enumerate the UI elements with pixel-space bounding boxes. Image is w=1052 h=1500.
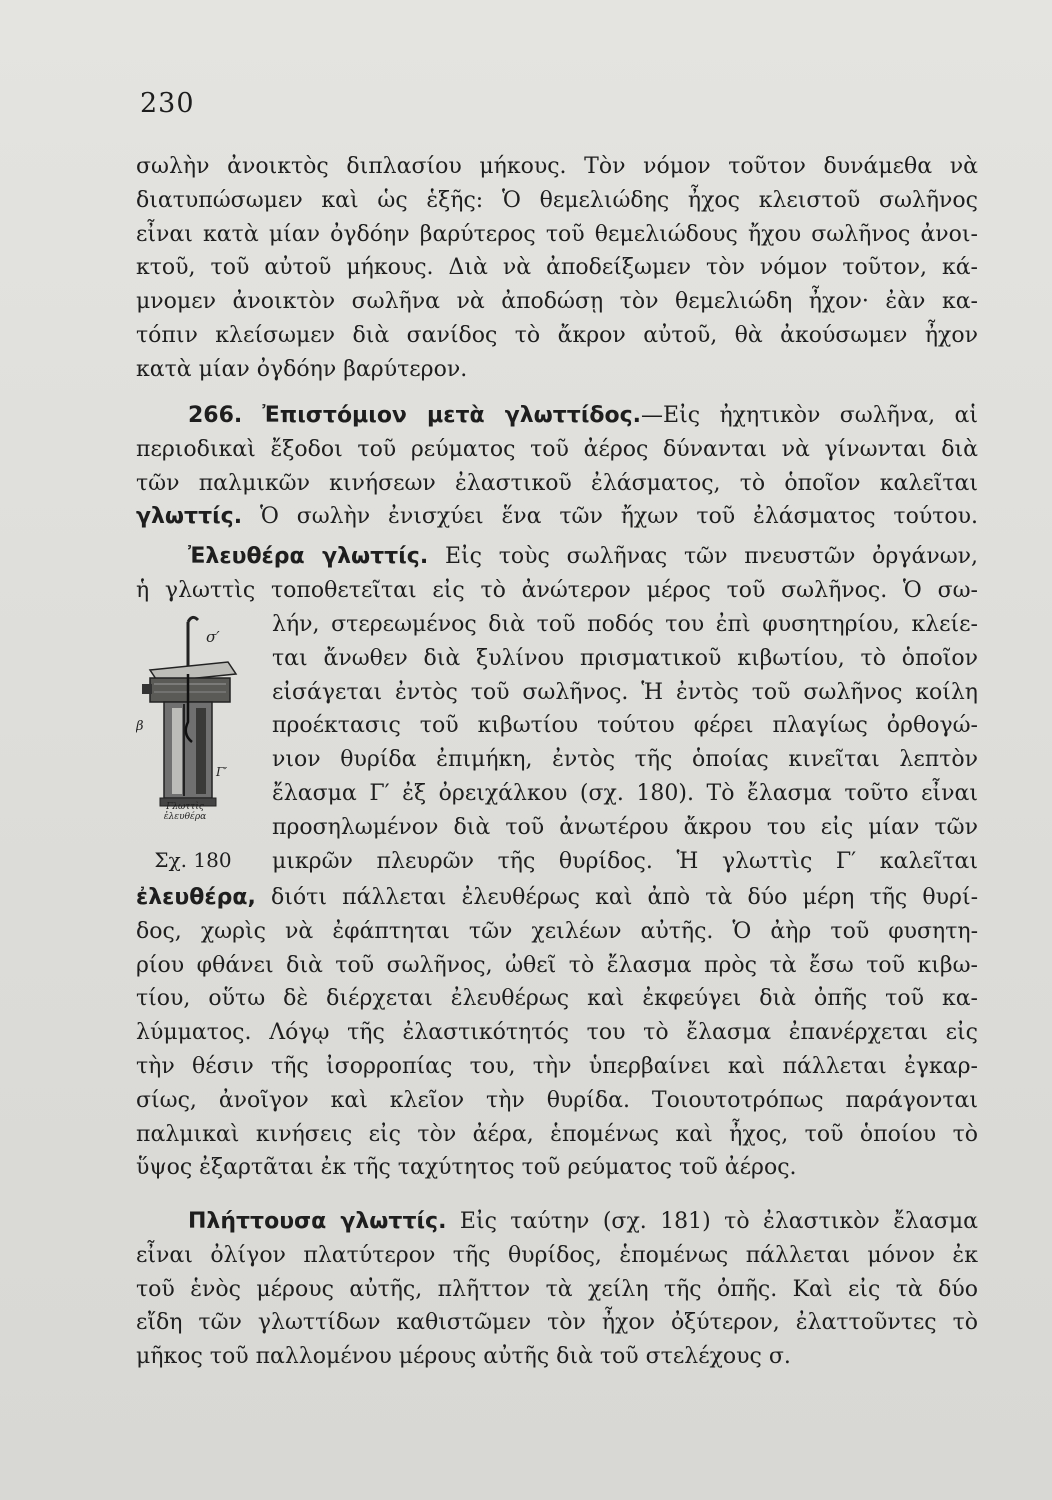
label-sigma: σ′ <box>206 628 220 646</box>
paragraph-1 <box>136 150 978 387</box>
text-line <box>136 1205 978 1239</box>
section-266 <box>136 399 978 534</box>
text-span: Εἰς ταύτην (σχ. 181) τὸ ἐλαστικὸν ἔλασμα <box>446 1209 978 1234</box>
text-line <box>136 500 978 534</box>
text-span: Ὁ σωλὴν ἐνισχύει ἕνα τῶν ἤχων τοῦ ἐλάσματος τούτου. <box>242 504 978 530</box>
text-line: διατυπώσωμεν καὶ ὡς ἑξῆς: Ὁ θεμελιώδης ἦχος κλειστοῦ σωλῆνος <box>136 187 978 213</box>
figure-180 <box>136 612 260 882</box>
figure-inner-label <box>140 802 230 822</box>
free-reed-continuation <box>136 881 978 1185</box>
text-line: μνομεν ἀνοικτὸν σωλῆνα νὰ ἀποδώσῃ τὸν θεμελιώδη ἦχον· ἐὰν κα- <box>136 289 978 315</box>
text-line: εἰσάγεται ἐντὸς τοῦ σωλῆνος. Ἡ ἐντὸς τοῦ σωλῆνος κοίλη <box>272 679 978 705</box>
figure-inner-label-line: Γλωττὶς <box>166 802 204 812</box>
text-line: τὴν θέσιν τῆς ἰσορροπίας του, τὴν ὑπερβαίνει καὶ πάλλεται ἐγκαρ- <box>136 1053 978 1079</box>
text-line: κατὰ μίαν ὀγδόην βαρύτερον. <box>136 356 468 382</box>
term-free: ἐλευθέρα, <box>136 885 256 910</box>
label-beta: β <box>136 719 144 734</box>
text-line: δος, χωρὶς νὰ ἐφάπτηται τῶν χειλέων αὐτῆς. Ὁ ἀὴρ τοῦ φυσητη- <box>136 918 978 944</box>
text-line: τοῦ ἑνὸς μέρους αὐτῆς, πλῆττον τὰ χείλη τῆς ὀπῆς. Καὶ εἰς τὰ δύο <box>136 1276 978 1302</box>
text-line: σίως, ἀνοῖγον καὶ κλεῖον τὴν θυρίδα. Τοιουτοτρόπως παράγονται <box>136 1087 978 1113</box>
text-line: λήν, στερεωμένος διὰ τοῦ ποδός του ἐπὶ φυσητηρίου, κλείε- <box>272 612 978 637</box>
wrapped-text <box>272 608 978 878</box>
text-line: λύμματος. Λόγῳ τῆς ἐλαστικότητός του τὸ ἔλασμα ἐπανέρχεται εἰς <box>136 1020 978 1046</box>
text-line: εἶναι ὀλίγον πλατύτερον τῆς θυρίδος, ἑπομένως πάλλεται μόνον ἐκ <box>136 1242 978 1268</box>
free-reed-line-1 <box>136 540 978 574</box>
term-glottis: γλωττίς. <box>136 504 243 530</box>
beating-reed-paragraph <box>136 1205 978 1374</box>
text-span: —Εἰς ἠχητικὸν σωλῆνα, αἱ <box>641 403 978 428</box>
text-line <box>136 881 978 915</box>
text-line: τόπιν κλείσωμεν διὰ σανίδος τὸ ἄκρον αὐτοῦ, θὰ ἀκούσωμεν ἦχον <box>136 322 978 348</box>
subheading-free-reed: Ἐλευθέρα γλωττίς. <box>188 544 429 569</box>
text-line: ὕψος ἐξαρτᾶται ἐκ τῆς ταχύτητος τοῦ ρεύματος τοῦ ἀέρος. <box>136 1155 797 1181</box>
figure-caption: Σχ. 180 <box>154 848 232 872</box>
text-line: μῆκος τοῦ παλλομένου μέρους αὐτῆς διὰ τοῦ στελέχους σ. <box>136 1344 791 1370</box>
text-line: παλμικαὶ κινήσεις εἰς τὸν ἀέρα, ἑπομένως καὶ ἦχος, τοῦ ὁποίου τὸ <box>136 1121 978 1147</box>
text-line: περιοδικαὶ ἔξοδοι τοῦ ρεύματος τοῦ ἀέρος δύνανται νὰ γίνωνται διὰ <box>136 436 978 462</box>
figure-inner-label-line: ἐλευθέρα <box>163 812 207 822</box>
text-line: ἡ γλωττὶς τοποθετεῖται εἰς τὸ ἀνώτερον μέρος τοῦ σωλῆνος. Ὁ σω- <box>136 578 978 603</box>
text-line: εἴδη τῶν γλωττίδων καθιστῶμεν τὸν ἦχον ὀξύτερον, ἐλαττοῦντες τὸ <box>136 1310 978 1336</box>
label-gamma: Γ′ <box>216 765 228 779</box>
text-span: Εἰς τοὺς σωλῆνας τῶν πνευστῶν ὀργάνων, <box>428 544 978 569</box>
text-line: προσηλωμένον διὰ τοῦ ἀνωτέρου ἄκρου του εἰς μίαν τῶν <box>272 814 978 840</box>
text-line: προέκτασις τοῦ κιβωτίου τούτου φέρει πλαγίως ὀρθογώ- <box>272 713 978 739</box>
text-line: εἶναι κατὰ μίαν ὀγδόην βαρύτερος τοῦ θεμελιώδους ἤχου σωλῆνος ἀνοι- <box>136 221 978 247</box>
text-line: μικρῶν πλευρῶν τῆς θυρίδος. Ἡ γλωττὶς Γ′ καλεῖται <box>272 848 978 874</box>
text-line: τίου, οὕτω δὲ διέρχεται ἐλευθέρως καὶ ἐκφεύγει διὰ ὀπῆς τοῦ κα- <box>136 986 978 1012</box>
text-line: ται ἄνωθεν διὰ ξυλίνου πρισματικοῦ κιβωτίου, τὸ ὁποῖον <box>272 645 978 671</box>
text-span: διότι πάλλεται ἐλευθέρως καὶ ἀπὸ τὰ δύο μέρη τῆς θυρί- <box>255 885 978 910</box>
text-line <box>136 399 978 433</box>
text-line: ἔλασμα Γ′ ἐξ ὀρειχάλκου (σχ. 180). Τὸ ἔλασμα τοῦτο εἶναι <box>272 780 978 806</box>
text-line: ρίου φθάνει διὰ τοῦ σωλῆνος, ὠθεῖ τὸ ἔλασμα πρὸς τὰ ἔσω τοῦ κιβω- <box>136 952 978 978</box>
text-line: τῶν παλμικῶν κινήσεων ἐλαστικοῦ ἐλάσματος, τὸ ὁποῖον καλεῖται <box>136 470 978 496</box>
page-number: 230 <box>140 88 195 119</box>
text-line: σωλὴν ἀνοικτὸς διπλασίου μήκους. Τὸν νόμον τοῦτον δυνάμεθα νὰ <box>136 154 978 179</box>
text-line: κτοῦ, τοῦ αὐτοῦ μήκους. Διὰ νὰ ἀποδείξωμεν τὸν νόμον τοῦτον, κά- <box>136 255 978 281</box>
text-line: νιον θυρίδα ἐπιμήκη, ἐντὸς τῆς ὁποίας κινεῖται λεπτὸν <box>272 747 978 773</box>
subheading-beating-reed: Πλήττουσα γλωττίς. <box>188 1209 447 1234</box>
section-heading: 266. Ἐπιστόμιον μετὰ γλωττίδος. <box>188 403 642 428</box>
